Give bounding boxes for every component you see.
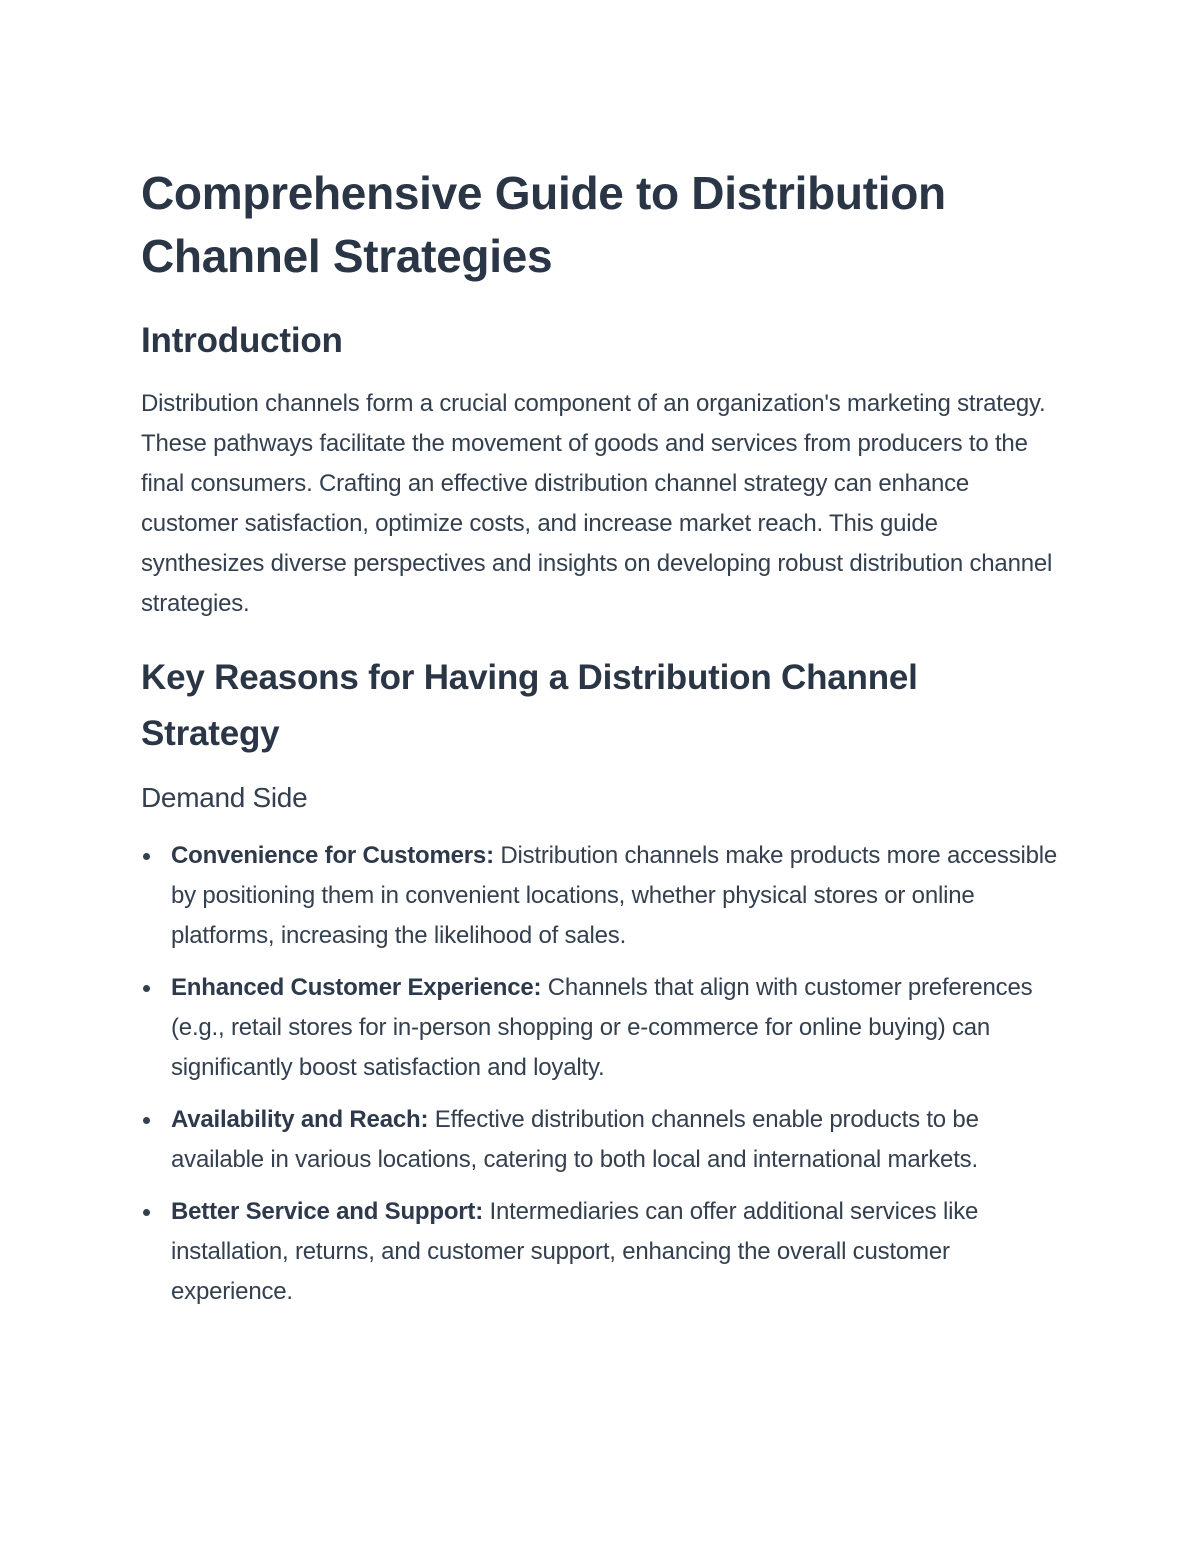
list-item-term: Better Service and Support: <box>171 1198 484 1225</box>
key-reasons-heading: Key Reasons for Having a Distribution Channel Strategy <box>141 658 918 753</box>
list-item <box>141 1192 1061 1312</box>
introduction-paragraph: Distribution channels form a crucial component of an organization's marketing strategy. These pathways facilitate the movement of goods and services from producers to the final consumers. Crafting an effective distribution channel strategy can enhance customer satisfaction, optimize costs, and increase market reach. This guide synthesizes diverse perspectives and insights on developing robust distribution channel strategies. <box>141 390 1053 617</box>
list-item-text: Distribution channels make products more accessible by positioning them in convenient locations, whether physical stores or online platforms, increasing the likelihood of sales. <box>171 842 1058 949</box>
list-item <box>141 1100 1061 1180</box>
list-item-text: Channels that align with customer preferences (e.g., retail stores for in-person shopping or e-commerce for online buying) can significantly boost satisfaction and loyalty. <box>171 974 1033 1081</box>
page-title: Comprehensive Guide to Distribution Channel Strategies <box>141 167 946 282</box>
bullet-icon <box>143 1117 150 1124</box>
list-item-term: Availability and Reach: <box>171 1106 429 1133</box>
list-item-text: Effective distribution channels enable products to be available in various locations, catering to both local and international markets. <box>171 1106 979 1173</box>
list-item-text: Intermediaries can offer additional services like installation, returns, and customer support, enhancing the overall customer experience. <box>171 1198 979 1305</box>
list-item-term: Enhanced Customer Experience: <box>171 974 542 1001</box>
demand-side-list <box>141 836 1061 1312</box>
bullet-icon <box>143 985 150 992</box>
list-item <box>141 836 1061 956</box>
list-item <box>141 968 1061 1088</box>
demand-side-heading: Demand Side <box>141 782 308 813</box>
bullet-icon <box>143 1209 150 1216</box>
introduction-heading: Introduction <box>141 321 343 360</box>
document-page <box>141 162 1061 1324</box>
list-item-term: Convenience for Customers: <box>171 842 494 869</box>
bullet-icon <box>143 853 150 860</box>
